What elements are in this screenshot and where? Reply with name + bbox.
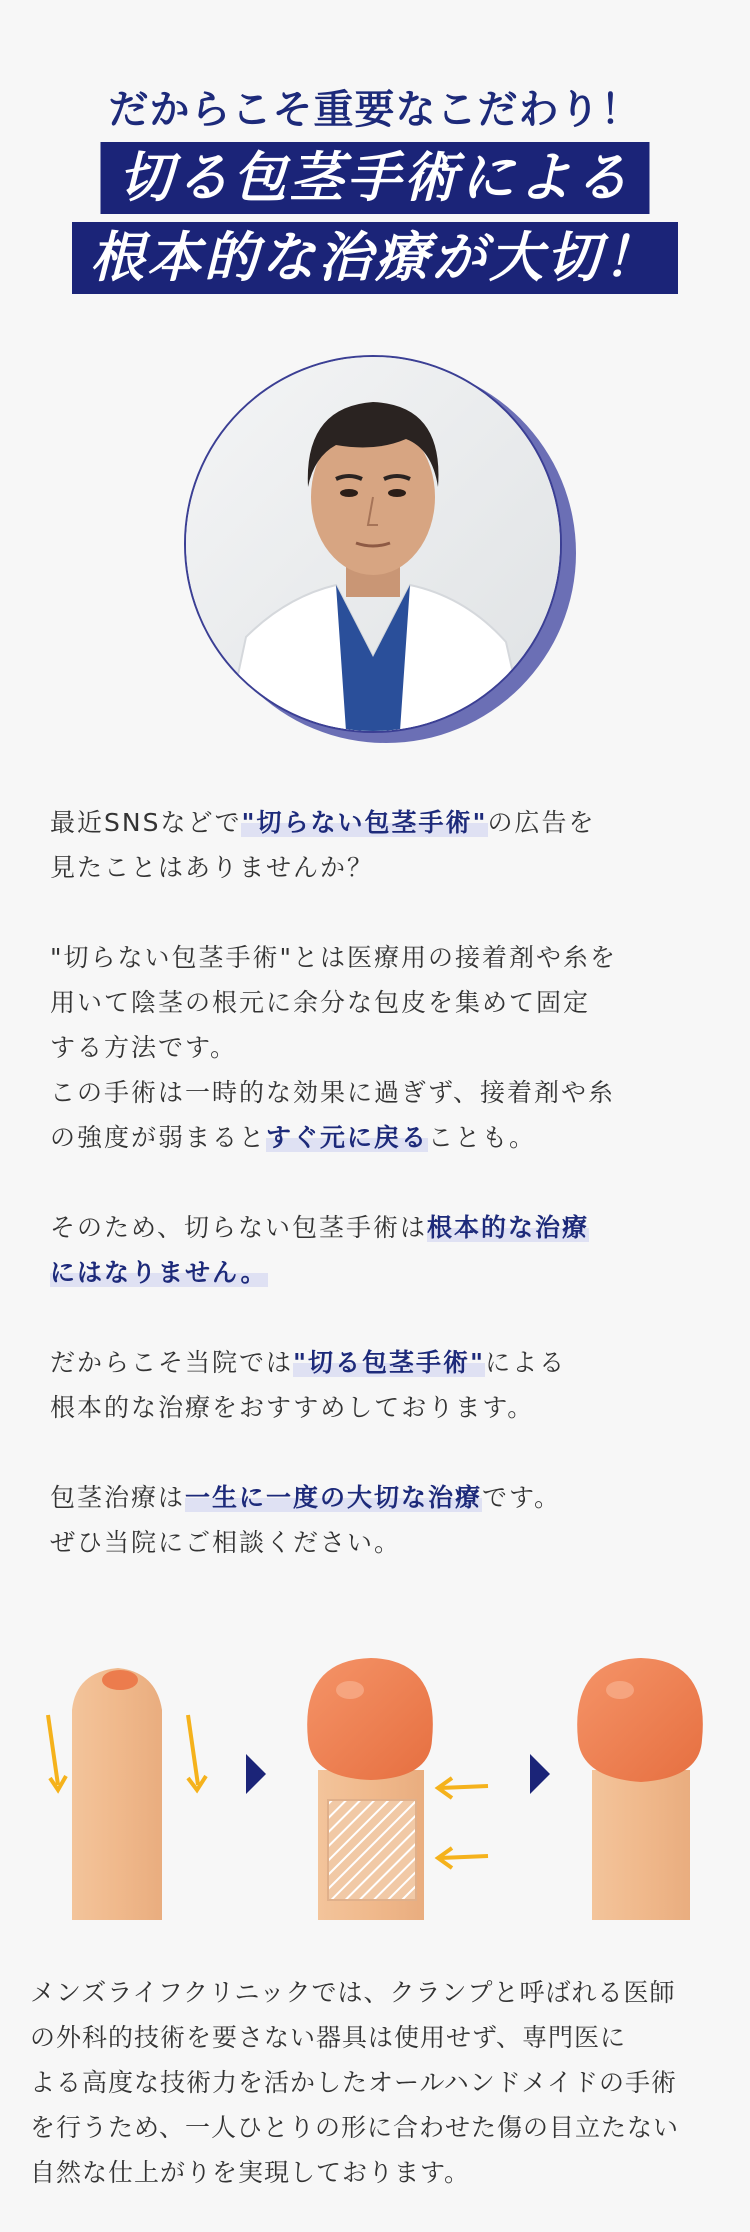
doctor-portrait — [184, 355, 562, 733]
p1-text-b: の広告を — [487, 808, 596, 837]
p2-line-2: 用いて陰茎の根元に余分な包皮を集めて固定 — [50, 988, 591, 1017]
body-copy — [50, 800, 710, 1610]
paragraph-2 — [50, 935, 710, 1160]
stage-1-phimosis — [48, 1668, 206, 1920]
p5-highlight: 一生に一度の大切な治療 — [185, 1483, 483, 1512]
step-arrow-1 — [246, 1754, 266, 1794]
p5-line-2: ぜひ当院にご相談ください。 — [50, 1528, 402, 1557]
p4-text-b: による — [485, 1348, 567, 1377]
p2-line-3: する方法です。 — [50, 1033, 238, 1062]
p4-text-a: だからこそ当院では — [50, 1348, 294, 1377]
p3-text-a: そのため、切らない包茎手術は — [50, 1213, 428, 1242]
paragraph-5 — [50, 1475, 710, 1565]
closing-paragraph — [30, 1970, 720, 2195]
p3-highlight-2: にはなりません。 — [50, 1258, 268, 1287]
paragraph-1 — [50, 800, 710, 890]
closing-line-3: よる高度な技術力を活かしたオールハンドメイドの手術 — [30, 2068, 678, 2097]
p5-text-a: 包茎治療は — [50, 1483, 186, 1512]
stage-2-removal — [307, 1658, 488, 1920]
p4-line-2: 根本的な治療をおすすめしております。 — [50, 1393, 535, 1422]
stage-3-result — [577, 1658, 703, 1920]
p2-line-5b: ことも。 — [428, 1123, 537, 1152]
paragraph-4 — [50, 1340, 710, 1430]
procedure-diagram — [0, 1650, 750, 1920]
p4-highlight: "切る包茎手術" — [293, 1348, 486, 1377]
p2-line-1: "切らない包茎手術"とは医療用の接着剤や糸を — [50, 943, 617, 972]
paragraph-3 — [50, 1205, 710, 1295]
p1-highlight: "切らない包茎手術" — [241, 808, 488, 837]
closing-line-2: の外科的技術を要さない器具は使用せず、専門医に — [30, 2023, 627, 2052]
p1-text-a: 最近SNSなどで — [50, 808, 242, 837]
title-band-1: 切る包茎手術による — [101, 142, 650, 214]
p2-highlight: すぐ元に戻る — [266, 1123, 429, 1152]
p3-highlight-1: 根本的な治療 — [427, 1213, 590, 1242]
p5-text-b: です。 — [482, 1483, 562, 1512]
lead-heading: だからこそ重要なこだわり！ — [108, 87, 642, 133]
title-band-2: 根本的な治療が大切！ — [72, 222, 678, 294]
p2-line-4: この手術は一時的な効果に過ぎず、接着剤や糸 — [50, 1078, 616, 1107]
closing-line-5: 自然な仕上がりを実現しております。 — [30, 2158, 471, 2187]
step-arrow-2 — [530, 1754, 550, 1794]
doctor-illustration — [186, 357, 560, 731]
p2-line-5a: の強度が弱まると — [50, 1123, 267, 1152]
closing-line-1: メンズライフクリニックでは、クランプと呼ばれる医師 — [30, 1978, 676, 2007]
p1-line-2: 見たことはありませんか？ — [50, 853, 375, 882]
closing-line-4: を行うため、一人ひとりの形に合わせた傷の目立たない — [30, 2113, 680, 2142]
